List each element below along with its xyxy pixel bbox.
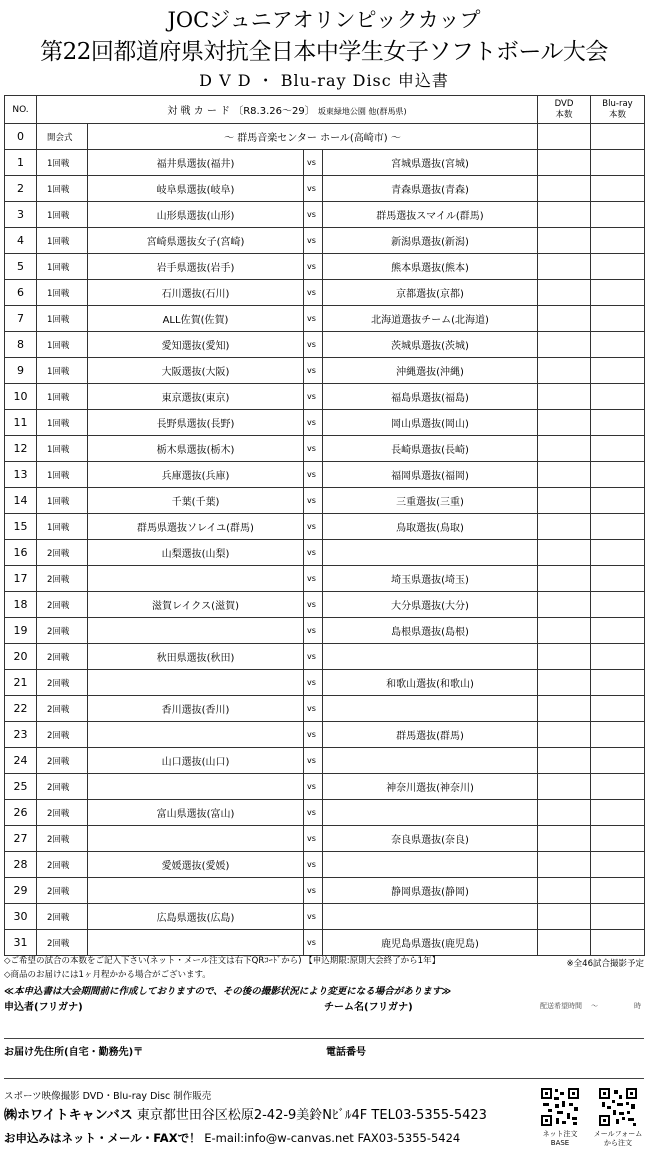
home-team [88, 826, 304, 852]
table-row [5, 462, 645, 488]
vs-label: vs [304, 696, 323, 722]
title-line1: JOCジュニアオリンピックカップ [167, 8, 481, 32]
row-no: 16 [5, 540, 37, 566]
dvd-qty-cell[interactable] [538, 696, 591, 722]
vs-label: vs [304, 514, 323, 540]
row-no: 27 [5, 826, 37, 852]
home-team: 山形県選抜(山形) [88, 202, 304, 228]
away-team: 福岡県選抜(福岡) [323, 462, 538, 488]
vs-label: vs [304, 748, 323, 774]
away-team [323, 696, 538, 722]
away-team: 茨城県選抜(茨城) [323, 332, 538, 358]
vs-label: vs [304, 488, 323, 514]
table-row [5, 696, 645, 722]
vs-label: vs [304, 618, 323, 644]
bluray-qty-cell[interactable] [591, 748, 645, 774]
dvd-qty-cell[interactable] [538, 280, 591, 306]
bluray-qty-cell[interactable] [591, 904, 645, 930]
vs-label: vs [304, 462, 323, 488]
row-round: 1回戦 [37, 514, 88, 540]
header-bluray-line2: 本数 [608, 109, 626, 120]
dvd-qty-cell[interactable] [538, 462, 591, 488]
dvd-qty-cell[interactable] [538, 410, 591, 436]
home-team [88, 618, 304, 644]
home-team: 東京選抜(東京) [88, 384, 304, 410]
away-team: 大分県選抜(大分) [323, 592, 538, 618]
header-dvd [538, 96, 591, 124]
table-row [5, 202, 645, 228]
table-row [5, 826, 645, 852]
away-team: 青森県選抜(青森) [323, 176, 538, 202]
away-team: 福島県選抜(福島) [323, 384, 538, 410]
applicant-rule [4, 1038, 644, 1039]
row-round: 2回戦 [37, 878, 88, 904]
dvd-qty-cell[interactable] [538, 540, 591, 566]
vs-label: vs [304, 878, 323, 904]
table-row [5, 332, 645, 358]
vs-label: vs [304, 332, 323, 358]
row-round: 2回戦 [37, 670, 88, 696]
delivery-time-tilde: 〜 [591, 1002, 598, 1010]
row-no: 14 [5, 488, 37, 514]
row-no: 3 [5, 202, 37, 228]
row-no: 22 [5, 696, 37, 722]
table-row [5, 410, 645, 436]
table-row [5, 722, 645, 748]
away-team: 群馬選抜スマイル(群馬) [323, 202, 538, 228]
company-address: 東京都世田谷区松原2-42-9美鈴Nﾋﾞﾙ4F TEL03-5355-5423 [136, 1108, 487, 1123]
dvd-qty-cell[interactable] [538, 306, 591, 332]
home-team: 群馬県選抜ソレイユ(群馬) [88, 514, 304, 540]
away-team: 宮城県選抜(宮城) [323, 150, 538, 176]
row-round: 2回戦 [37, 644, 88, 670]
order-lead: お申込みはネット・メール・FAXで！ [4, 1131, 201, 1145]
vs-label: vs [304, 306, 323, 332]
qr-base-label [530, 1130, 590, 1148]
away-team: 群馬選抜(群馬) [323, 722, 538, 748]
row-round: 2回戦 [37, 774, 88, 800]
row-no: 4 [5, 228, 37, 254]
dvd-qty-cell[interactable] [538, 618, 591, 644]
table-row [5, 878, 645, 904]
note-2: ◇商品のお届けには1ヶ月程かかる場合がございます。 [4, 970, 211, 980]
home-team: 岩手県選抜(岩手) [88, 254, 304, 280]
row-round: 2回戦 [37, 566, 88, 592]
vs-label: vs [304, 202, 323, 228]
header-card-label: 対 戦 カ ー ド [167, 106, 231, 117]
qr-mailform-label-line1: メールフォーム [593, 1130, 643, 1138]
header-card-venue: 坂東緑地公園 他(群馬県) [317, 107, 407, 116]
home-team: 栃木県選抜(栃木) [88, 436, 304, 462]
table-row [5, 644, 645, 670]
bluray-qty-cell[interactable] [591, 670, 645, 696]
header-match-card [37, 96, 538, 124]
away-team: 島根県選抜(島根) [323, 618, 538, 644]
bluray-qty-cell[interactable] [591, 150, 645, 176]
header-dvd-line1: DVD [554, 98, 574, 109]
home-team: 愛知選抜(愛知) [88, 332, 304, 358]
row-no: 8 [5, 332, 37, 358]
bluray-qty-cell[interactable] [591, 176, 645, 202]
bluray-qty-cell[interactable] [591, 462, 645, 488]
vs-label: vs [304, 410, 323, 436]
bluray-qty-cell[interactable] [591, 722, 645, 748]
dvd-qty-cell[interactable] [538, 748, 591, 774]
away-team: 鹿児島県選抜(鹿児島) [323, 930, 538, 956]
dvd-qty-cell[interactable] [538, 150, 591, 176]
vs-label: vs [304, 774, 323, 800]
bluray-qty-cell[interactable] [591, 332, 645, 358]
header-card-dates: 〔R8.3.26〜29〕 [233, 106, 315, 117]
away-team [323, 540, 538, 566]
bluray-qty-cell[interactable] [591, 124, 645, 150]
bluray-qty-cell[interactable] [591, 618, 645, 644]
applicant-label: 申込者(フリガナ) [4, 1002, 83, 1013]
home-team: 山口選抜(山口) [88, 748, 304, 774]
bluray-qty-cell[interactable] [591, 436, 645, 462]
row-no: 26 [5, 800, 37, 826]
row-round: 2回戦 [37, 696, 88, 722]
dvd-qty-cell[interactable] [538, 358, 591, 384]
row-no: 28 [5, 852, 37, 878]
away-team: 三重選抜(三重) [323, 488, 538, 514]
row-no: 17 [5, 566, 37, 592]
away-team: 岡山県選抜(岡山) [323, 410, 538, 436]
dvd-qty-cell[interactable] [538, 566, 591, 592]
bluray-qty-cell[interactable] [591, 696, 645, 722]
qr-code-mailform-icon[interactable] [598, 1087, 638, 1127]
table-row [5, 280, 645, 306]
dvd-qty-cell[interactable] [538, 592, 591, 618]
row-round: 1回戦 [37, 436, 88, 462]
home-team: 福井県選抜(福井) [88, 150, 304, 176]
bluray-qty-cell[interactable] [591, 852, 645, 878]
home-team: 千葉(千葉) [88, 488, 304, 514]
table-header-row [5, 96, 645, 124]
bluray-qty-cell[interactable] [591, 280, 645, 306]
order-contact: E-mail:info@w-canvas.net FAX03-5355-5424 [204, 1131, 461, 1145]
vs-label: vs [304, 904, 323, 930]
dvd-qty-cell[interactable] [538, 202, 591, 228]
row-no: 20 [5, 644, 37, 670]
home-team [88, 670, 304, 696]
table-row [5, 176, 645, 202]
dvd-qty-cell[interactable] [538, 488, 591, 514]
qr-base-label-line1: ネット注文 [542, 1130, 578, 1138]
note-1-right: ※全46試合撮影予定 [566, 959, 644, 969]
bluray-qty-cell[interactable] [591, 514, 645, 540]
row-no: 2 [5, 176, 37, 202]
vs-label: vs [304, 280, 323, 306]
home-team: 愛媛選抜(愛媛) [88, 852, 304, 878]
row-no: 7 [5, 306, 37, 332]
row-round: 1回戦 [37, 228, 88, 254]
home-team: 富山県選抜(富山) [88, 800, 304, 826]
vs-label: vs [304, 436, 323, 462]
table-row [5, 618, 645, 644]
bluray-qty-cell[interactable] [591, 644, 645, 670]
dvd-qty-cell[interactable] [538, 722, 591, 748]
home-team: ALL佐賀(佐賀) [88, 306, 304, 332]
row-round: 1回戦 [37, 202, 88, 228]
row-round: 2回戦 [37, 748, 88, 774]
delivery-time-label: 配送希望時間 [540, 1002, 582, 1010]
table-row [5, 592, 645, 618]
row-no: 23 [5, 722, 37, 748]
vs-label: vs [304, 826, 323, 852]
dvd-qty-cell[interactable] [538, 774, 591, 800]
row-no: 21 [5, 670, 37, 696]
title-line2: 第22回都道府県対抗全日本中学生女子ソフトボール大会 [40, 39, 608, 65]
bluray-qty-cell[interactable] [591, 826, 645, 852]
row-round: 1回戦 [37, 306, 88, 332]
home-team: 秋田県選抜(秋田) [88, 644, 304, 670]
row-round: 1回戦 [37, 280, 88, 306]
row-no: 9 [5, 358, 37, 384]
bluray-qty-cell[interactable] [591, 306, 645, 332]
table-row [5, 670, 645, 696]
table-row [5, 774, 645, 800]
away-team: 熊本県選抜(熊本) [323, 254, 538, 280]
dvd-qty-cell[interactable] [538, 384, 591, 410]
bluray-qty-cell[interactable] [591, 488, 645, 514]
away-team: 北海道選抜チーム(北海道) [323, 306, 538, 332]
dvd-qty-cell[interactable] [538, 852, 591, 878]
bluray-qty-cell[interactable] [591, 202, 645, 228]
dvd-qty-cell[interactable] [538, 176, 591, 202]
vs-label: vs [304, 566, 323, 592]
qr-mailform-label [588, 1130, 648, 1148]
vs-label: vs [304, 644, 323, 670]
row-no: 29 [5, 878, 37, 904]
note-1: ◇ご希望の試合の本数をご記入下さい(ネット・メール注文は右下QRｺｰﾄﾞから) 【申込期限:原則大会終了から1年】 [4, 956, 441, 966]
away-team: 新潟県選抜(新潟) [323, 228, 538, 254]
table-row [5, 930, 645, 956]
table-row [5, 488, 645, 514]
row-no: 13 [5, 462, 37, 488]
dvd-qty-cell[interactable] [538, 644, 591, 670]
qr-code-base-icon[interactable] [540, 1087, 580, 1127]
row-no: 18 [5, 592, 37, 618]
vs-label: vs [304, 150, 323, 176]
table-row [5, 306, 645, 332]
row-no: 12 [5, 436, 37, 462]
dvd-qty-cell[interactable] [538, 826, 591, 852]
row-round: 1回戦 [37, 150, 88, 176]
home-team [88, 722, 304, 748]
row-no: 25 [5, 774, 37, 800]
footer-company-line [4, 1104, 487, 1123]
row-round: 1回戦 [37, 488, 88, 514]
row-no: 6 [5, 280, 37, 306]
row-round: 1回戦 [37, 384, 88, 410]
bluray-qty-cell[interactable] [591, 566, 645, 592]
home-team: 滋賀レイクス(滋賀) [88, 592, 304, 618]
vs-label: vs [304, 592, 323, 618]
row-round: 1回戦 [37, 462, 88, 488]
bluray-qty-cell[interactable] [591, 384, 645, 410]
table-row [5, 228, 645, 254]
header-no: NO. [5, 96, 37, 124]
delivery-time-hour: 時 [634, 1002, 641, 1010]
title-line3: D V D ・ Blu-ray Disc 申込書 [199, 71, 449, 90]
dvd-qty-cell[interactable] [538, 670, 591, 696]
header-bluray-line1: Blu-ray [602, 98, 633, 109]
away-team [323, 800, 538, 826]
home-team: 香川選抜(香川) [88, 696, 304, 722]
bluray-qty-cell[interactable] [591, 254, 645, 280]
row-round: 1回戦 [37, 176, 88, 202]
table-row [5, 852, 645, 878]
dvd-qty-cell[interactable] [538, 904, 591, 930]
qr-mailform-label-line2: から注文 [604, 1139, 632, 1147]
vs-label: vs [304, 540, 323, 566]
away-team: 沖縄選抜(沖縄) [323, 358, 538, 384]
home-team: 山梨選抜(山梨) [88, 540, 304, 566]
dvd-qty-cell[interactable] [538, 514, 591, 540]
bluray-qty-cell[interactable] [591, 774, 645, 800]
table-row [5, 358, 645, 384]
bluray-qty-cell[interactable] [591, 800, 645, 826]
order-table [4, 95, 645, 956]
home-team: 石川選抜(石川) [88, 280, 304, 306]
bluray-qty-cell[interactable] [591, 878, 645, 904]
table-row [5, 800, 645, 826]
address-label: お届け先住所(自宅・勤務先)〒 [4, 1047, 144, 1058]
home-team [88, 930, 304, 956]
dvd-qty-cell[interactable] [538, 254, 591, 280]
home-team [88, 774, 304, 800]
row-no: 31 [5, 930, 37, 956]
row-round: 開会式 [37, 124, 88, 150]
away-team: 神奈川選抜(神奈川) [323, 774, 538, 800]
dvd-qty-cell[interactable] [538, 436, 591, 462]
vs-label: vs [304, 358, 323, 384]
header-bluray [591, 96, 645, 124]
home-team: 大阪選抜(大阪) [88, 358, 304, 384]
row-round: 1回戦 [37, 332, 88, 358]
vs-label: vs [304, 384, 323, 410]
company-name: ㈱ホワイトキャンバス [4, 1108, 133, 1123]
bluray-qty-cell[interactable] [591, 592, 645, 618]
home-team: 広島県選抜(広島) [88, 904, 304, 930]
vs-label: vs [304, 800, 323, 826]
home-team: 長野県選抜(長野) [88, 410, 304, 436]
bluray-qty-cell[interactable] [591, 930, 645, 956]
vs-label: vs [304, 176, 323, 202]
vs-label: vs [304, 852, 323, 878]
row-no: 5 [5, 254, 37, 280]
home-team: 兵庫選抜(兵庫) [88, 462, 304, 488]
bluray-qty-cell[interactable] [591, 410, 645, 436]
home-team: 宮崎県選抜女子(宮崎) [88, 228, 304, 254]
dvd-qty-cell[interactable] [538, 332, 591, 358]
table-row [5, 566, 645, 592]
footer-tagline: スポーツ映像撮影 DVD・Blu-ray Disc 制作販売 [4, 1091, 212, 1102]
home-team [88, 566, 304, 592]
away-team: 奈良県選抜(奈良) [323, 826, 538, 852]
row-no: 30 [5, 904, 37, 930]
row-round: 2回戦 [37, 540, 88, 566]
address-rule [4, 1078, 644, 1079]
table-row [5, 150, 645, 176]
row-round: 2回戦 [37, 930, 88, 956]
table-row [5, 748, 645, 774]
vs-label: vs [304, 722, 323, 748]
away-team: 長崎県選抜(長崎) [323, 436, 538, 462]
row-no: 1 [5, 150, 37, 176]
row-round: 2回戦 [37, 904, 88, 930]
row-no: 24 [5, 748, 37, 774]
dvd-qty-cell[interactable] [538, 800, 591, 826]
warning-note: ≪本申込書は大会期間前に作成しておりますので、その後の撮影状況により変更になる場合があります≫ [4, 986, 452, 997]
table-row-opening [5, 124, 645, 150]
row-round: 2回戦 [37, 800, 88, 826]
row-round: 2回戦 [37, 722, 88, 748]
table-row [5, 254, 645, 280]
away-team [323, 904, 538, 930]
table-row [5, 514, 645, 540]
home-team [88, 878, 304, 904]
table-row [5, 904, 645, 930]
away-team: 埼玉県選抜(埼玉) [323, 566, 538, 592]
row-round: 2回戦 [37, 852, 88, 878]
footer-order-line [4, 1130, 460, 1146]
row-round: 1回戦 [37, 410, 88, 436]
row-round: 2回戦 [37, 592, 88, 618]
row-no: 10 [5, 384, 37, 410]
bluray-qty-cell[interactable] [591, 228, 645, 254]
dvd-qty-cell[interactable] [538, 930, 591, 956]
header-dvd-line2: 本数 [555, 109, 573, 120]
away-team: 静岡県選抜(静岡) [323, 878, 538, 904]
home-team: 岐阜県選抜(岐阜) [88, 176, 304, 202]
opening-venue: 〜 群馬音楽センター ホール(高崎市) 〜 [88, 124, 538, 150]
away-team: 和歌山選抜(和歌山) [323, 670, 538, 696]
vs-label: vs [304, 930, 323, 956]
table-row [5, 540, 645, 566]
row-no: 19 [5, 618, 37, 644]
away-team: 鳥取選抜(鳥取) [323, 514, 538, 540]
away-team: 京都選抜(京都) [323, 280, 538, 306]
qr-base-label-line2: BASE [550, 1139, 570, 1147]
vs-label: vs [304, 670, 323, 696]
row-round: 2回戦 [37, 618, 88, 644]
away-team [323, 644, 538, 670]
team-label: チーム名(フリガナ) [324, 1002, 413, 1013]
away-team [323, 852, 538, 878]
row-round: 1回戦 [37, 254, 88, 280]
row-round: 2回戦 [37, 826, 88, 852]
away-team [323, 748, 538, 774]
vs-label: vs [304, 254, 323, 280]
row-no: 15 [5, 514, 37, 540]
table-row [5, 384, 645, 410]
table-row [5, 436, 645, 462]
row-no: 11 [5, 410, 37, 436]
row-round: 1回戦 [37, 358, 88, 384]
phone-label: 電話番号 [326, 1047, 366, 1058]
dvd-qty-cell[interactable] [538, 878, 591, 904]
vs-label: vs [304, 228, 323, 254]
dvd-qty-cell[interactable] [538, 228, 591, 254]
row-no: 0 [5, 124, 37, 150]
bluray-qty-cell[interactable] [591, 358, 645, 384]
dvd-qty-cell[interactable] [538, 124, 591, 150]
bluray-qty-cell[interactable] [591, 540, 645, 566]
